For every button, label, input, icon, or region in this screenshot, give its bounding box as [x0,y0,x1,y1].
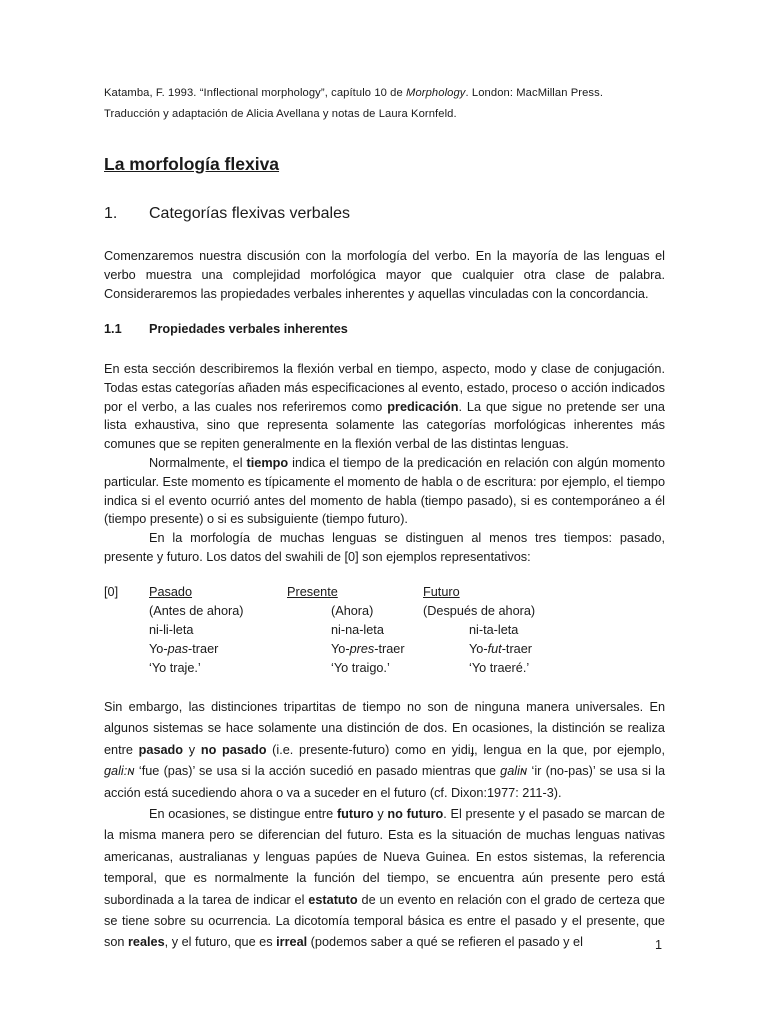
document-title: La morfología flexiva [104,154,280,174]
subsection-title: Propiedades verbales inherentes [149,322,348,336]
paragraph-5 [104,804,665,954]
text-run: ‘ir (no-pas)’ se usa si la acción está sucediendo ahora o va a suceder en el futuro (cf. Dixon:1977: 211-3). [104,764,666,800]
morph-prefix: Yo- [149,642,168,656]
text-run: y [373,807,388,822]
section-heading-1-1 [104,322,348,336]
text-run: En ocasiones, se distingue entre [149,807,337,822]
paragraph-3: En la morfología de muchas lenguas se distinguen al menos tres tiempos: pasado, presente y futuro. Los datos del swahili de [0] son ejemplos representativos: [104,531,665,564]
form-futuro: ni-ta-leta [469,623,519,637]
morph-prefix: Yo- [331,642,350,656]
example-word: galiɴ [500,764,528,779]
text-run: En esta sección describiremos la flexión verbal en tiempo, aspecto, modo y clase de conjugación. Todas estas categorías añaden más especificaciones al evento, estado, proceso o acción indicados por el verbo, a las cuales nos referiremos como [104,362,665,414]
form-pasado: ni-li-leta [149,623,194,637]
col-header-futuro: Futuro [423,585,460,599]
example-form-row [104,621,665,640]
example-table [104,583,665,678]
morph-stem: -traer [501,642,532,656]
page-number: 1 [655,938,663,952]
col-header-presente: Presente [287,585,338,599]
text-run: (i.e. presente-futuro) como en yidiɟ, lengua en la que, por ejemplo, [266,742,665,757]
text-run: (podemos saber a qué se refieren el pasado y el [307,935,583,950]
term-pasado: pasado [138,742,184,757]
paragraph-4 [104,697,665,804]
term-tiempo: tiempo [246,455,289,470]
morph-tense: pas [167,642,189,656]
form-presente: ni-na-leta [331,623,384,637]
text-run: Sin embargo, las distinciones tripartitas de tiempo no son de ninguna manera universales. En algunos sistemas se hace solamente una distinción de dos. En ocasiones, la distinción se realiza entre [104,700,665,757]
translation-presente: ‘Yo traigo.’ [331,661,390,675]
citation-publisher: . London: MacMillan Press. [465,87,604,99]
morph-pasado [149,640,218,659]
text-run: , y el futuro, que es [164,935,277,950]
example-morph-row [104,640,665,659]
morph-tense: fut [487,642,502,656]
example-word: gali:ɴ [104,764,135,779]
translation-futuro: ‘Yo traeré.’ [469,661,530,675]
citation-translators: Traducción y adaptación de Alicia Avellana y notas de Laura Kornfeld. [104,108,457,120]
example-label: [0] [104,585,119,599]
section-title: Categorías flexivas verbales [149,205,350,222]
morph-stem: -traer [374,642,405,656]
col-header-pasado: Pasado [149,585,193,599]
term-reales: reales [127,935,165,950]
citation-text: Katamba, F. 1993. “Inflectional morphology”, capítulo 10 de [104,87,407,99]
term-estatuto: estatuto [308,892,358,907]
body-block [104,360,665,567]
morph-stem: -traer [188,642,219,656]
gloss-pasado: (Antes de ahora) [149,604,244,618]
text-run: . El presente y el pasado se marcan de la misma manera pero se diferencian del futuro. Esta es la situación de muchas lenguas nativas americanas, australianas y lenguas papúes de Nueva Guinea. En estos sistemas, la referencia temporal, que es normalmente la función del tiempo, se encuentra aún presente pero está subordinada a la tarea de indicar el [104,807,665,907]
subsection-number: 1.1 [104,322,122,336]
morph-prefix: Yo- [469,642,488,656]
body-block-2 [104,697,665,954]
morph-tense: pres [349,642,375,656]
intro-paragraph: Comenzaremos nuestra discusión con la morfología del verbo. En la mayoría de las lenguas el verbo muestra una complejidad morfológica mayor que cualquier otra clase de palabra. Consideraremos las propiedades verbales inherentes y aquellas vinculadas con la concordancia. [104,249,665,301]
text-run: Normalmente, el [149,455,247,470]
gloss-futuro: (Después de ahora) [423,604,536,618]
term-futuro: futuro [336,807,374,822]
translation-pasado: ‘Yo traje.’ [149,661,201,675]
example-header-row [104,583,665,602]
term-predicacion: predicación [387,399,459,414]
section-number: 1. [104,205,118,222]
term-no-futuro: no futuro [387,807,444,822]
paragraph-2 [104,454,665,529]
gloss-presente: (Ahora) [331,604,374,618]
example-gloss-row [104,602,665,621]
citation-book-title: Morphology [406,87,466,99]
term-no-pasado: no pasado [200,742,267,757]
text-run: de un evento en relación con el grado de certeza que se tiene sobre su ocurrencia. La dicotomía temporal básica es entre el pasado y el presente, que son [104,892,665,950]
text-run: indica el tiempo de la predicación en relación con algún momento particular. Este momento es típicamente el momento de habla o de escritura: por ejemplo, el tiempo indica si el evento ocurrió antes del momento de habla (tiempo pasado), si es contemporáneo a él (tiempo presente) o si es subsiguiente (tiempo futuro). [104,455,665,527]
section-heading-1 [104,205,350,223]
example-translation-row [104,659,665,678]
text-run: ‘fue (pas)’ se usa si la acción sucedió en pasado mientras que [134,764,501,779]
text-run: . La que sigue no pretende ser una lista exhaustiva, sino que representa solamente las categorías morfológicas inherentes más comunes que se repiten generalmente en la flexión verbal de las distintas lenguas. [104,399,665,452]
morph-presente [331,640,405,659]
citation [104,83,665,125]
text-run: y [183,742,201,757]
paragraph-1 [104,360,665,454]
term-irreal: irreal [276,935,308,950]
morph-futuro [469,640,532,659]
